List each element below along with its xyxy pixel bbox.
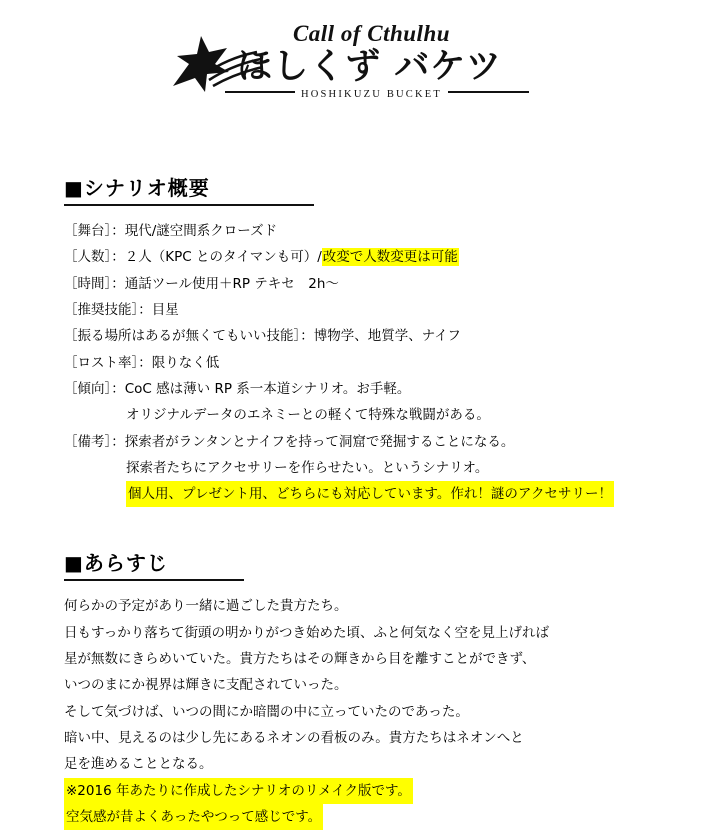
synopsis-line <box>64 699 653 725</box>
synopsis-line <box>64 672 653 698</box>
overview-row-highlight: 個人用、プレゼント用、どちらにも対応しています。作れ！謎のアクセサリー！ <box>126 481 614 507</box>
shooting-star-icon <box>171 34 263 100</box>
synopsis-highlight: 空気感が昔よくあったやつって感じです。 <box>64 804 323 830</box>
overview-row-label: ［傾向］： <box>64 380 125 397</box>
overview-row <box>64 297 653 323</box>
logo-header <box>0 0 717 132</box>
synopsis-text: そして気づけば、いつの間にか暗闇の中に立っていたのであった。 <box>64 703 469 720</box>
overview-row <box>64 376 653 402</box>
overview-row-label: ［人数］： <box>64 249 125 266</box>
synopsis-text: 日もすっかり落ちて街頭の明かりがつき始めた頃、ふと何気なく空を見上げれば <box>64 624 550 641</box>
overview-row <box>64 455 653 481</box>
overview-row-value: CoC 感は薄い RP 系一本道シナリオ。お手軽。 <box>124 380 411 397</box>
overview-row-value: 限りなく低 <box>151 354 220 371</box>
synopsis-text: 何らかの予定があり一緒に過ごした貴方たち。 <box>64 598 348 615</box>
synopsis-line <box>64 593 653 619</box>
synopsis-text: 星が無数にきらめいていた。貴方たちはその輝きから目を離すことができず、 <box>64 651 536 668</box>
synopsis-line-highlighted <box>64 778 653 804</box>
overview-row-highlight: 改変で人数変更は可能 <box>322 249 458 266</box>
overview-row-value: 目星 <box>151 301 179 318</box>
overview-row-label: ［推奨技能］： <box>64 301 152 318</box>
overview-row-value: 博物学、地質学、ナイフ <box>313 328 461 345</box>
synopsis-line <box>64 751 653 777</box>
overview-row <box>64 271 653 297</box>
synopsis-line <box>64 725 653 751</box>
section-heading-synopsis: ■あらすじ <box>64 547 244 581</box>
overview-row <box>64 244 653 270</box>
overview-row-value: 探索者がランタンとナイフを持って洞窟で発掘することになる。 <box>124 433 515 450</box>
overview-row <box>64 402 653 428</box>
overview-row-label: ［ロスト率］： <box>64 354 152 371</box>
synopsis-line <box>64 620 653 646</box>
logo-english-title: Call of Cthulhu <box>292 21 451 46</box>
overview-row-value: 探索者たちにアクセサリーを作らせたい。というシナリオ。 <box>126 459 489 476</box>
overview-row-label: ［備考］： <box>64 433 125 450</box>
overview-row <box>64 323 653 349</box>
section-synopsis <box>64 547 653 830</box>
section-scenario-overview <box>64 172 653 507</box>
synopsis-text: 足を進めることとなる。 <box>64 756 213 773</box>
overview-row-label: ［舞台］： <box>64 223 125 239</box>
synopsis-highlight: ※2016 年あたりに作成したシナリオのリメイク版です。 <box>64 778 413 804</box>
document-body <box>0 172 717 830</box>
overview-row-value: 通話ツール使用＋RP テキセ 2h〜 <box>124 275 339 292</box>
synopsis-line-highlighted <box>64 804 653 830</box>
overview-row-highlighted <box>64 481 653 507</box>
overview-row-label: ［時間］： <box>64 275 125 292</box>
overview-row <box>64 350 653 376</box>
overview-row <box>64 218 653 244</box>
overview-row-label: ［振る場所はあるが無くてもいい技能］： <box>64 328 314 345</box>
overview-row <box>64 429 653 455</box>
logo-romaji: HOSHIKUZU BUCKET <box>295 89 448 100</box>
synopsis-text: 暗い中、見えるのは少し先にあるネオンの看板のみ。貴方たちはネオンへと <box>64 730 524 746</box>
overview-row-value: ２人（KPC とのタイマンも可）/ <box>124 249 322 266</box>
logo-japanese-title: ほしくず バケツ <box>237 47 502 87</box>
section-heading-overview: ■シナリオ概要 <box>64 172 314 206</box>
overview-row-value: 現代/謎空間系クローズド <box>124 223 278 239</box>
synopsis-line <box>64 646 653 672</box>
synopsis-text: いつのまにか視界は輝きに支配されていった。 <box>64 677 348 694</box>
overview-row-value: オリジナルデータのエネミーとの軽くて特殊な戦闘がある。 <box>126 407 490 424</box>
